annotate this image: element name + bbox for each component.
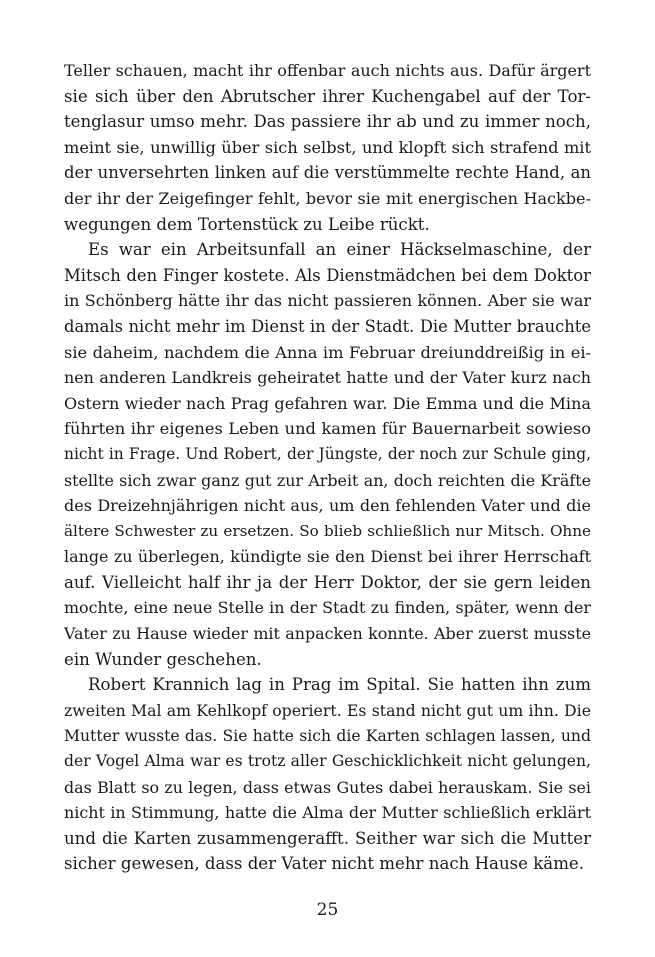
text-line: das Blatt so zu legen, dass etwas Gutes dabei herauskam. Sie sei bbox=[64, 777, 591, 797]
text-line: der ihr der Zeigefinger fehlt, bevor sie mit energischen Hackbe- bbox=[64, 188, 591, 208]
text-line: sie daheim, nachdem die Anna im Februar dreiunddreißig in ei- bbox=[64, 342, 591, 362]
text-line: Robert Krannich lag in Prag im Spital. Sie hatten ihn zum bbox=[88, 675, 591, 695]
text-line: Mutter wusste das. Sie hatte sich die Karten schlagen lassen, und bbox=[64, 726, 591, 746]
text-line: tenglasur umso mehr. Das passiere ihr ab und zu immer noch, bbox=[64, 112, 591, 132]
text-line: nicht in Frage. Und Robert, der Jüngste, der noch zur Schule ging, bbox=[64, 444, 591, 463]
text-line: sicher gewesen, dass der Vater nicht mehr nach Hause käme. bbox=[64, 854, 585, 874]
text-line: Ostern wieder nach Prag gefahren war. Die Emma und die Mina bbox=[64, 393, 591, 413]
text-line: des Dreizehnjährigen nicht aus, um den fehlenden Vater und die bbox=[64, 496, 591, 516]
text-line: in Schönberg hätte ihr das nicht passieren können. Aber sie war bbox=[64, 291, 591, 311]
text-line: Mitsch den Finger kostete. Als Dienstmädchen bei dem Doktor bbox=[64, 265, 591, 285]
text-line: ältere Schwester zu ersetzen. So blieb schließlich nur Mitsch. Ohne bbox=[64, 521, 591, 540]
text-line: wegungen dem Tortenstück zu Leibe rückt. bbox=[64, 214, 430, 234]
text-line: Vater zu Hause wieder mit anpacken konnte. Aber zuerst musste bbox=[64, 624, 591, 644]
text-line: stellte sich zwar ganz gut zur Arbeit an, doch reichten die Kräfte bbox=[64, 470, 591, 490]
text-line: führten ihr eigenes Leben und kamen für Bauernarbeit sowieso bbox=[64, 419, 591, 439]
text-line: meint sie, unwillig über sich selbst, und klopft sich strafend mit bbox=[64, 137, 591, 157]
body-text bbox=[64, 58, 591, 877]
text-line: ein Wunder geschehen. bbox=[64, 649, 262, 669]
text-line: lange zu überlegen, kündigte sie den Dienst bei ihrer Herrschaft bbox=[64, 547, 591, 567]
text-line: Teller schauen, macht ihr offenbar auch nichts aus. Dafür ärgert bbox=[64, 61, 591, 80]
text-line: Es war ein Arbeitsunfall an einer Häckselmaschine, der bbox=[88, 240, 591, 260]
text-line: nicht in Stimmung, hatte die Alma der Mutter schließlich erklärt bbox=[64, 803, 591, 823]
text-line: und die Karten zusammengerafft. Seither war sich die Mutter bbox=[64, 828, 591, 848]
text-line: mochte, eine neue Stelle in der Stadt zu finden, später, wenn der bbox=[64, 598, 591, 618]
text-line: auf. Vielleicht half ihr ja der Herr Doktor, der sie gern leiden bbox=[64, 572, 591, 592]
text-line: der unversehrten linken auf die verstümmelte rechte Hand, an bbox=[64, 163, 591, 183]
text-line: zweiten Mal am Kehlkopf operiert. Es stand nicht gut um ihn. Die bbox=[64, 700, 591, 720]
text-line: der Vogel Alma war es trotz aller Geschicklichkeit nicht gelungen, bbox=[64, 752, 591, 771]
page-number: 25 bbox=[316, 900, 339, 920]
text-line: nen anderen Landkreis geheiratet hatte und der Vater kurz nach bbox=[64, 368, 591, 388]
text-line: damals nicht mehr im Dienst in der Stadt. Die Mutter brauchte bbox=[64, 316, 591, 336]
text-line: sie sich über den Abrutscher ihrer Kuchengabel auf der Tor- bbox=[64, 86, 591, 106]
